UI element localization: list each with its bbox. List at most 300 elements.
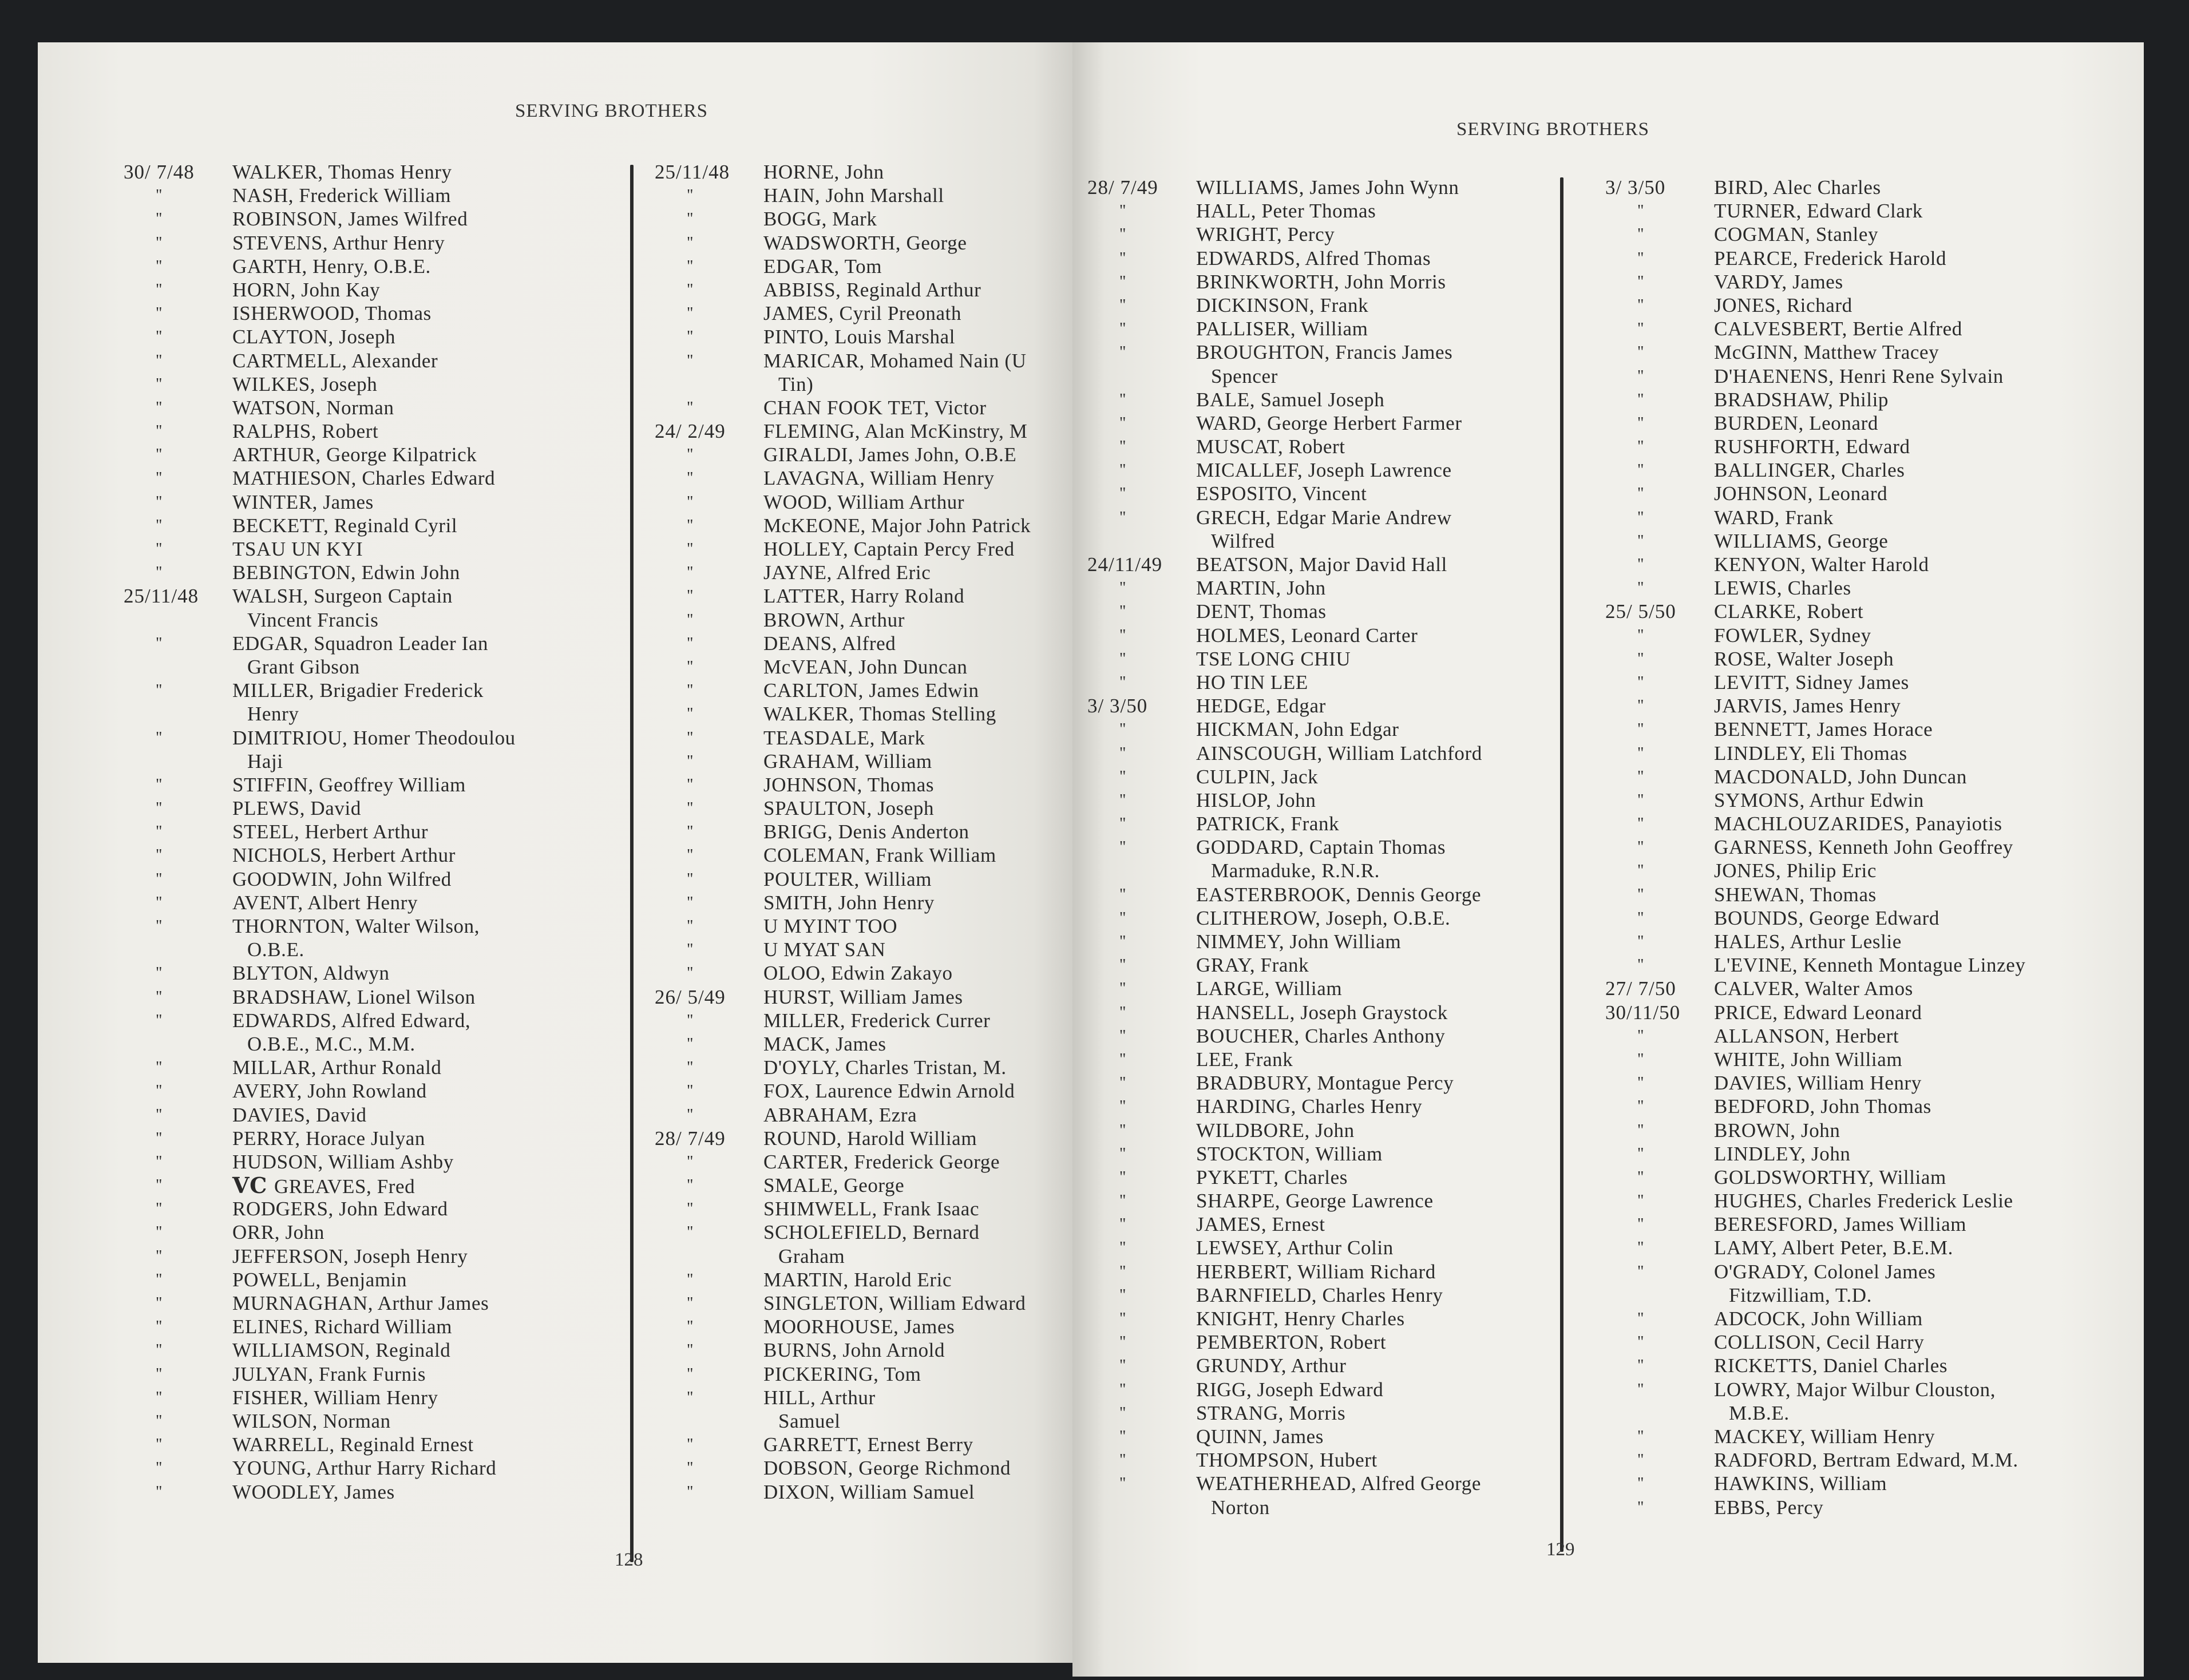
- name-cell: BRADBURY, Montague Percy: [1196, 1072, 1454, 1095]
- date-cell: ": [1637, 673, 1645, 691]
- date-cell: ": [1119, 649, 1127, 668]
- name-cell: MACK, James: [763, 1032, 886, 1055]
- name-cell: CULPIN, Jack: [1196, 765, 1319, 788]
- date-cell: [124, 702, 232, 726]
- list-item: [1087, 859, 1482, 882]
- name-cell: POWELL, Benjamin: [232, 1268, 407, 1291]
- date-cell: [124, 655, 232, 679]
- list-item: [1087, 1496, 1482, 1519]
- name-cell: BROUGHTON, Francis James: [1196, 341, 1453, 364]
- list-item: [124, 608, 516, 632]
- date-cell: ": [1119, 202, 1127, 220]
- list-item: [655, 961, 1031, 985]
- list-item: [124, 702, 516, 726]
- date-cell: ": [156, 1176, 163, 1195]
- list-item: [124, 1480, 516, 1504]
- list-item: [655, 1456, 1031, 1480]
- name-cell: BRADSHAW, Lionel Wilson: [232, 985, 476, 1008]
- name-cell: OLOO, Edwin Zakayo: [763, 962, 953, 985]
- list-item: [124, 561, 516, 584]
- left-page: [38, 42, 1075, 1663]
- name-cell: Fitzwilliam, T.D.: [1729, 1283, 1873, 1306]
- name-cell: ALLANSON, Herbert: [1714, 1024, 1899, 1047]
- name-cell: WALKER, Thomas Henry: [232, 161, 452, 183]
- name-cell: ESPOSITO, Vincent: [1196, 482, 1367, 505]
- list-item: [655, 985, 1031, 1009]
- date-cell: ": [1637, 791, 1645, 809]
- name-cell: LINDLEY, Eli Thomas: [1714, 742, 1907, 764]
- date-cell: ": [1119, 508, 1127, 526]
- name-cell: AINSCOUGH, William Latchford: [1196, 742, 1482, 764]
- name-cell: VC GREAVES, Fred: [232, 1172, 415, 1199]
- name-cell: GARNESS, Kenneth John Geoffrey: [1714, 836, 2013, 859]
- list-item: [1087, 977, 1482, 1000]
- date-cell: ": [1637, 720, 1645, 739]
- list-item: [1087, 1048, 1482, 1071]
- date-cell: 26/ 5/49: [655, 985, 726, 1008]
- list-item: [1605, 411, 2026, 435]
- list-item: [1087, 671, 1482, 694]
- name-cell: BOGG, Mark: [763, 208, 877, 231]
- date-cell: ": [1637, 343, 1645, 362]
- date-cell: ": [687, 1082, 694, 1100]
- date-cell: ": [1637, 1192, 1645, 1210]
- list-item: [1087, 247, 1482, 270]
- list-item: [655, 349, 1031, 373]
- list-item: [124, 985, 516, 1009]
- list-item: [1605, 1213, 2026, 1236]
- name-cell: RUSHFORTH, Edward: [1714, 435, 1910, 458]
- list-item: [655, 797, 1031, 820]
- date-cell: [655, 1245, 763, 1268]
- date-cell: ": [156, 516, 163, 534]
- name-cell: VARDY, James: [1714, 270, 1843, 293]
- name-cell: LINDLEY, John: [1714, 1142, 1851, 1165]
- date-cell: ": [687, 1388, 694, 1406]
- list-item: [655, 207, 1031, 231]
- list-item: [1087, 1213, 1482, 1236]
- list-item: [1605, 317, 2026, 340]
- date-cell: 24/ 2/49: [655, 420, 726, 443]
- list-item: [655, 1079, 1031, 1103]
- list-item: [655, 914, 1031, 938]
- name-cell: EDGAR, Squadron Leader Ian: [232, 632, 489, 655]
- name-cell: ABBISS, Reginald Arthur: [763, 278, 981, 301]
- list-item: [1605, 247, 2026, 270]
- list-item: [1605, 835, 2026, 859]
- date-cell: 27/ 7/50: [1605, 977, 1676, 1000]
- name-cell: PINTO, Louis Marshal: [763, 326, 956, 348]
- date-cell: ": [156, 280, 163, 299]
- name-cell: RALPHS, Robert: [232, 420, 379, 443]
- name-cell: HILL, Arthur: [763, 1386, 876, 1409]
- name-cell: CHAN FOOK TET, Victor: [763, 396, 987, 419]
- date-cell: ": [687, 257, 694, 275]
- list-item: [124, 1245, 516, 1268]
- name-cell: ADCOCK, John William: [1714, 1307, 1923, 1330]
- name-cell: GRAY, Frank: [1196, 954, 1309, 977]
- name-cell: BURDEN, Leonard: [1714, 411, 1879, 434]
- list-item: [124, 1221, 516, 1244]
- name-cell: U MYINT TOO: [763, 915, 898, 937]
- name-cell: DEANS, Alfred: [763, 632, 896, 655]
- date-cell: ": [1119, 343, 1127, 362]
- list-item: [1087, 506, 1482, 529]
- date-cell: ": [687, 1294, 694, 1312]
- date-cell: ": [156, 870, 163, 888]
- name-cell: EASTERBROOK, Dennis George: [1196, 883, 1482, 906]
- name-cell: NIMMEY, John William: [1196, 930, 1402, 953]
- name-cell: CARTER, Frederick George: [763, 1150, 1000, 1173]
- name-cell: WADSWORTH, George: [763, 231, 967, 254]
- date-cell: ": [1119, 1451, 1127, 1469]
- name-cell: TURNER, Edward Clark: [1714, 200, 1923, 223]
- name-cell: GIRALDI, James John, O.B.E: [763, 443, 1017, 466]
- list-item: [1605, 671, 2026, 694]
- list-item: [1605, 953, 2026, 977]
- list-item: [124, 373, 516, 396]
- date-cell: [124, 608, 232, 632]
- date-cell: ": [1637, 626, 1645, 644]
- date-cell: ": [687, 964, 694, 982]
- name-cell: MILLER, Frederick Currer: [763, 1009, 991, 1032]
- name-cell: WOODLEY, James: [232, 1480, 395, 1503]
- name-cell: DIXON, William Samuel: [763, 1480, 975, 1503]
- page-number: 129: [1546, 1539, 1575, 1560]
- list-item: [655, 1409, 1031, 1433]
- date-cell: ": [156, 988, 163, 1006]
- name-cell: DOBSON, George Richmond: [763, 1457, 1011, 1480]
- date-cell: ": [156, 233, 163, 252]
- name-cell: FLEMING, Alan McKinstry, M: [763, 420, 1028, 443]
- name-cell: GARTH, Henry, O.B.E.: [232, 255, 431, 278]
- date-cell: ": [156, 1341, 163, 1360]
- list-item: [124, 867, 516, 891]
- date-cell: ": [687, 1365, 694, 1383]
- date-cell: ": [156, 1129, 163, 1147]
- date-cell: ": [1119, 249, 1127, 267]
- name-cell: Henry: [247, 703, 299, 726]
- list-item: [1605, 742, 2026, 765]
- date-cell: ": [1637, 1310, 1645, 1328]
- name-cell: LEVITT, Sidney James: [1714, 671, 1909, 694]
- date-cell: ": [687, 870, 694, 888]
- name-cell: HORN, John Kay: [232, 278, 381, 301]
- date-cell: ": [1637, 1050, 1645, 1068]
- name-cell: LEE, Frank: [1196, 1048, 1293, 1071]
- date-cell: ": [687, 1035, 694, 1053]
- name-cell: EDGAR, Tom: [763, 255, 882, 278]
- list-item: [1087, 294, 1482, 317]
- date-cell: ": [687, 1341, 694, 1360]
- date-cell: ": [156, 1223, 163, 1242]
- list-item: [1087, 176, 1482, 199]
- name-cell: NASH, Frederick William: [232, 184, 452, 207]
- date-cell: ": [1119, 1239, 1127, 1257]
- date-cell: ": [687, 280, 694, 299]
- date-cell: ": [156, 1247, 163, 1265]
- list-item: [1605, 1048, 2026, 1071]
- date-cell: ": [156, 1200, 163, 1218]
- date-cell: ": [156, 846, 163, 865]
- date-cell: ": [1637, 815, 1645, 833]
- date-cell: ": [1119, 767, 1127, 786]
- date-cell: ": [1637, 461, 1645, 480]
- list-item: [1087, 789, 1482, 812]
- date-cell: ": [1637, 1451, 1645, 1469]
- name-cell: JAYNE, Alfred Eric: [763, 561, 931, 584]
- date-cell: ": [156, 775, 163, 794]
- list-item: [124, 419, 516, 443]
- name-cell: HOLMES, Leonard Carter: [1196, 624, 1418, 647]
- list-item: [655, 561, 1031, 584]
- name-cell: LEWIS, Charles: [1714, 577, 1851, 600]
- list-item: [1087, 1401, 1482, 1425]
- name-cell: BEATSON, Major David Hall: [1196, 553, 1447, 576]
- list-item: [1605, 223, 2026, 246]
- date-cell: ": [1637, 485, 1645, 503]
- list-item: [1087, 812, 1482, 835]
- list-item: [1605, 1001, 2026, 1024]
- list-item: [1087, 388, 1482, 411]
- name-cell: MARTIN, John: [1196, 577, 1326, 600]
- date-cell: ": [1119, 1121, 1127, 1139]
- name-cell: L'EVINE, Kenneth Montague Linzey: [1714, 954, 2026, 977]
- name-cell: EBBS, Percy: [1714, 1496, 1824, 1519]
- list-item: [1087, 718, 1482, 741]
- list-item: [1087, 340, 1482, 364]
- name-cell: BRINKWORTH, John Morris: [1196, 270, 1446, 293]
- list-item: [1605, 1236, 2026, 1259]
- name-cell: BRIGG, Denis Anderton: [763, 821, 969, 843]
- name-cell: MARTIN, Harold Eric: [763, 1268, 952, 1291]
- list-item: [655, 1103, 1031, 1127]
- name-cell: Marmaduke, R.N.R.: [1211, 859, 1380, 882]
- list-item: [1605, 270, 2026, 294]
- list-item: [124, 1032, 516, 1056]
- name-cell: Tin): [778, 373, 814, 395]
- name-cell: WOOD, William Arthur: [763, 490, 965, 513]
- date-cell: ": [687, 728, 694, 747]
- date-cell: ": [687, 1459, 694, 1477]
- list-item: [1605, 789, 2026, 812]
- list-item: [1605, 694, 2026, 718]
- name-cell: Spencer: [1211, 364, 1278, 387]
- list-item: [124, 466, 516, 490]
- date-cell: ": [156, 893, 163, 912]
- list-item: [1605, 340, 2026, 364]
- list-item: [124, 1127, 516, 1150]
- date-cell: ": [156, 493, 163, 511]
- date-cell: ": [1637, 838, 1645, 857]
- list-item: [1087, 1119, 1482, 1142]
- date-cell: 24/11/49: [1087, 553, 1163, 576]
- date-cell: ": [1637, 1333, 1645, 1352]
- list-item: [1087, 1024, 1482, 1048]
- date-cell: ": [1637, 296, 1645, 314]
- name-cell: PALLISER, William: [1196, 318, 1368, 340]
- name-cell: MILLAR, Arthur Ronald: [232, 1056, 442, 1079]
- name-cell: COLLISON, Cecil Harry: [1714, 1331, 1925, 1354]
- name-cell: JOHNSON, Leonard: [1714, 482, 1888, 505]
- name-cell: DENT, Thomas: [1196, 600, 1327, 623]
- name-cell: WALSH, Surgeon Captain: [232, 585, 453, 608]
- name-cell: BLYTON, Aldwyn: [232, 962, 390, 985]
- date-cell: ": [1119, 1262, 1127, 1281]
- date-cell: [1605, 1401, 1714, 1425]
- date-cell: ": [1119, 438, 1127, 456]
- date-cell: ": [687, 823, 694, 841]
- list-item: [655, 1291, 1031, 1315]
- date-cell: ": [687, 564, 694, 582]
- date-cell: ": [1119, 1003, 1127, 1021]
- date-cell: ": [1119, 791, 1127, 809]
- date-cell: ": [1119, 1027, 1127, 1045]
- list-item: [1087, 364, 1482, 388]
- date-cell: ": [156, 917, 163, 935]
- list-item: [1087, 647, 1482, 671]
- name-cell: ABRAHAM, Ezra: [763, 1103, 917, 1126]
- date-cell: ": [1637, 909, 1645, 927]
- date-cell: ": [687, 941, 694, 959]
- list-item: [1605, 600, 2026, 623]
- list-item: [1087, 765, 1482, 789]
- date-cell: [655, 373, 763, 396]
- list-item: [1087, 1260, 1482, 1283]
- name-cell: DAVIES, William Henry: [1714, 1072, 1922, 1095]
- name-cell: STEEL, Herbert Arthur: [232, 821, 429, 843]
- list-item: [124, 1056, 516, 1079]
- list-item: [1605, 1283, 2026, 1307]
- name-cell: AVERY, John Rowland: [232, 1080, 427, 1103]
- list-item: [1087, 223, 1482, 246]
- date-cell: ": [1119, 225, 1127, 244]
- name-cell: HURST, William James: [763, 985, 963, 1008]
- name-cell: GRAHAM, William: [763, 750, 932, 772]
- list-item: [124, 773, 516, 797]
- list-item: [1605, 576, 2026, 600]
- list-item: [655, 1032, 1031, 1056]
- date-cell: 30/11/50: [1605, 1001, 1681, 1024]
- name-cell: MOORHOUSE, James: [763, 1316, 955, 1338]
- date-cell: ": [1119, 1427, 1127, 1445]
- name-cell: PLEWS, David: [232, 797, 361, 820]
- date-cell: 25/11/48: [124, 585, 199, 608]
- name-cell: POULTER, William: [763, 867, 932, 890]
- list-item: [1087, 435, 1482, 458]
- name-cell: DICKINSON, Frank: [1196, 294, 1369, 316]
- name-cell: BIRD, Alec Charles: [1714, 176, 1881, 199]
- date-cell: ": [1119, 1097, 1127, 1116]
- date-cell: ": [1637, 367, 1645, 385]
- name-cell: BENNETT, James Horace: [1714, 718, 1933, 741]
- name-cell: SHIMWELL, Frank Isaac: [763, 1198, 980, 1221]
- date-cell: [1087, 1496, 1196, 1519]
- date-cell: ": [1119, 390, 1127, 409]
- name-cell: CARLTON, James Edwin: [763, 679, 979, 702]
- date-cell: ": [687, 233, 694, 252]
- list-item: [1605, 506, 2026, 529]
- date-cell: ": [156, 351, 163, 370]
- date-cell: ": [1119, 744, 1127, 762]
- list-item: [655, 255, 1031, 278]
- name-cell: McGINN, Matthew Tracey: [1714, 341, 1939, 364]
- list-item: [1605, 1496, 2026, 1519]
- list-item: [1605, 1166, 2026, 1189]
- name-cell: BROWN, Arthur: [763, 608, 905, 631]
- date-cell: ": [687, 611, 694, 629]
- name-column: [655, 160, 1031, 1504]
- vc-mark: VC: [232, 1172, 267, 1199]
- date-cell: ": [687, 917, 694, 935]
- name-column: [124, 160, 516, 1504]
- name-cell: TSE LONG CHIU: [1196, 647, 1351, 670]
- name-column: [1087, 176, 1482, 1519]
- name-cell: MACDONALD, John Duncan: [1714, 765, 1967, 788]
- name-cell: CLARKE, Robert: [1714, 600, 1864, 623]
- name-cell: GOODWIN, John Wilfred: [232, 867, 452, 890]
- date-cell: ": [1119, 980, 1127, 998]
- name-cell: D'OYLY, Charles Tristan, M.: [763, 1056, 1007, 1079]
- list-item: [1605, 388, 2026, 411]
- name-cell: HERBERT, William Richard: [1196, 1260, 1436, 1283]
- list-item: [1605, 1119, 2026, 1142]
- date-cell: ": [156, 1294, 163, 1312]
- name-cell: LOWRY, Major Wilbur Clouston,: [1714, 1378, 1996, 1401]
- date-cell: ": [156, 1412, 163, 1430]
- date-cell: ": [1119, 414, 1127, 432]
- list-item: [124, 302, 516, 325]
- name-cell: TSAU UN KYI: [232, 538, 363, 560]
- list-item: [124, 1315, 516, 1338]
- date-cell: ": [1637, 1215, 1645, 1234]
- date-cell: ": [1119, 956, 1127, 974]
- name-cell: SMALE, George: [763, 1174, 905, 1197]
- list-item: [1605, 859, 2026, 882]
- list-item: [1605, 812, 2026, 835]
- name-cell: COGMAN, Stanley: [1714, 223, 1879, 246]
- name-cell: U MYAT SAN: [763, 938, 886, 961]
- name-cell: STIFFIN, Geoffrey William: [232, 773, 466, 796]
- date-cell: ": [156, 446, 163, 464]
- date-cell: ": [1637, 1074, 1645, 1092]
- name-cell: LEWSEY, Arthur Colin: [1196, 1237, 1394, 1259]
- list-item: [1087, 1330, 1482, 1354]
- name-cell: BEDFORD, John Thomas: [1714, 1095, 1931, 1118]
- name-cell: GARRETT, Ernest Berry: [763, 1433, 973, 1456]
- list-item: [655, 1056, 1031, 1079]
- list-item: [124, 726, 516, 750]
- date-cell: ": [1637, 956, 1645, 974]
- list-item: [1605, 765, 2026, 789]
- name-cell: DAVIES, David: [232, 1103, 367, 1126]
- name-cell: BARNFIELD, Charles Henry: [1196, 1283, 1443, 1306]
- date-cell: ": [156, 1082, 163, 1100]
- name-cell: THORNTON, Walter Wilson,: [232, 915, 480, 937]
- date-cell: ": [1637, 532, 1645, 550]
- name-cell: JONES, Philip Eric: [1714, 859, 1877, 882]
- name-cell: HALL, Peter Thomas: [1196, 200, 1376, 223]
- list-item: [1605, 529, 2026, 553]
- name-cell: MILLER, Brigadier Frederick: [232, 679, 484, 702]
- list-item: [124, 1386, 516, 1409]
- list-item: [124, 655, 516, 679]
- date-cell: ": [1637, 225, 1645, 244]
- date-cell: ": [687, 398, 694, 417]
- name-cell: WRIGHT, Percy: [1196, 223, 1335, 246]
- list-item: [124, 750, 516, 773]
- list-item: [1605, 482, 2026, 505]
